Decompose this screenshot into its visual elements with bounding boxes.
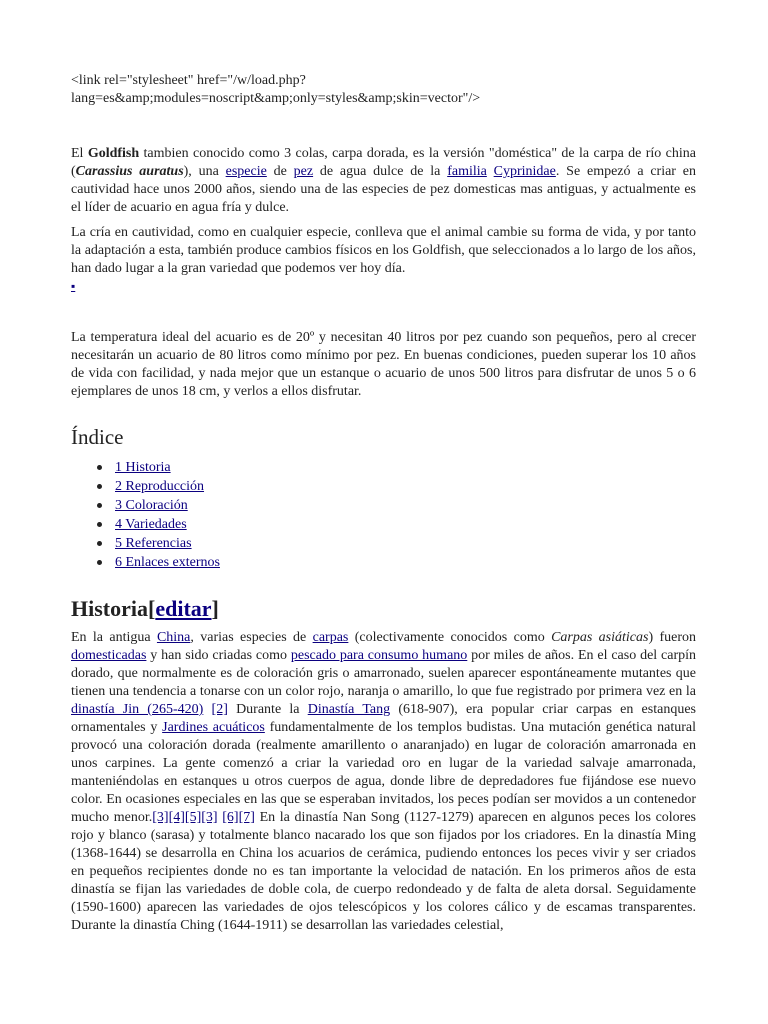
link-carpas[interactable]: carpas xyxy=(312,630,349,645)
text-run: de xyxy=(266,164,294,179)
toc-link-historia[interactable]: 1 Historia xyxy=(115,460,171,475)
bullet-icon xyxy=(97,541,102,546)
link-china[interactable]: China xyxy=(156,630,191,645)
link-dinastia-jin[interactable]: dinastía Jin (265-420) xyxy=(71,702,204,717)
text-run: ), una xyxy=(183,164,226,179)
citation-link[interactable]: [5] xyxy=(184,810,202,825)
image-placeholder-link[interactable]: ▪ xyxy=(71,279,76,293)
text-run: (618-907), era popular criar carpas en estanques ornamentales y xyxy=(71,702,696,735)
link-pez[interactable]: pez xyxy=(293,164,314,179)
text-run: En la dinastía Nan Song (1127-1279) aparecen en algunos peces los colores rojo y blanco (sarasa) y totalmente blanco nacarado los que son fijados por los criadores. En la dinastía Ming (1368-1644) se desarrolla en China los acuarios de cerámica, pudiendo entonces los peces vivir y ser criados en pequeños recipientes donde no es tan importante la velocidad de natación. En los primeros años de esta dinastía se fijan las variedades de doble cola, de cuerpo redondeado y de falta de aleta dorsal. Seguidamente (1590-1600) aparecen las variedades de ojos telescópicos y los colores cálico y de escamas transparentes. Durante la dinastía Ching (1644-1911) se desarrollan las variedades celestial, xyxy=(71,810,696,933)
toc-item xyxy=(71,496,696,515)
toc-item xyxy=(71,515,696,534)
intro-paragraph-3: La temperatura ideal del acuario es de 20º y necesitan 40 litros por pez cuando son pequeños, pero al crecer necesitarán un acuario de 80 litros como mínimo por pez. En buenas condiciones, pueden superar los 10 años de vida con facilidad, y nada mejor que un estanque o acuario de unos 500 litros para disfrutar de unos 5 o 6 ejemplares de unos 18 cm, y verlos a ellos disfrutar. xyxy=(71,330,696,399)
edit-bracket-open: [ xyxy=(148,596,156,621)
toc-link-referencias[interactable]: 5 Referencias xyxy=(115,536,192,551)
citation-link[interactable]: [4] xyxy=(168,810,185,825)
toc-item xyxy=(71,477,696,496)
italic-term: Carpas asiáticas xyxy=(551,630,649,645)
text-run: El xyxy=(71,146,88,161)
text-run: y han sido criadas como xyxy=(146,648,291,663)
text-run xyxy=(203,702,211,717)
citation-link[interactable]: [6] xyxy=(222,810,239,825)
edit-section-link[interactable]: editar xyxy=(155,596,212,621)
text-run: , varias especies de xyxy=(190,630,313,645)
toc-link-variedades[interactable]: 4 Variedades xyxy=(115,517,187,532)
historia-paragraph xyxy=(71,629,696,935)
toc-link-coloracion[interactable]: 3 Coloración xyxy=(115,498,188,513)
bullet-icon xyxy=(97,484,102,489)
text-run: tambien conocido como 3 colas, carpa dorada, es la versión "doméstica" de la carpa de río china ( xyxy=(71,146,696,179)
text-run: fundamentalmente de los templos budistas. Una mutación genética natural provocó una coloración dorada (realmente amarillento o anaranjado) en lugar de coloración amarronada en unos carpines. La gente comenzó a criar la variedad oro en lugar de la variedad salvaje amarronada, manteniéndolas en estanques u otros cuerpos de agua, donde libre de depredadores fue fijándose ese nuevo color. En ocasiones especiales en las que se esperaban invitados, los peces podían ser movidos a un contenedor mucho menor. xyxy=(71,720,696,825)
toc-item xyxy=(71,534,696,553)
text-run: ) fueron xyxy=(648,630,696,645)
citation-link[interactable]: [2] xyxy=(211,702,228,717)
bullet-icon xyxy=(97,503,102,508)
citation-link[interactable]: [3] xyxy=(201,810,218,825)
bullet-icon xyxy=(97,465,102,470)
text-run xyxy=(487,164,494,179)
goldfish-term: Goldfish xyxy=(87,146,140,161)
text-run: por miles de años. En el caso del carpín dorado, que normalmente es de coloración gris o amarronado, suelen aparecer espontáneamente mutantes que tienen una tendencia a tonarse con un color rojo, naranja o amarillo, lo que fue registrado por primera vez en la xyxy=(71,648,697,699)
toc-link-reproduccion[interactable]: 2 Reproducción xyxy=(115,479,205,494)
bullet-icon xyxy=(97,522,102,527)
heading-text: Historia xyxy=(71,596,148,621)
intro-paragraph-2: La cría en cautividad, como en cualquier especie, conlleva que el animal cambie su forma de vida, y por tanto la adaptación a esta, también produce cambios físicos en los Goldfish, que seleccionados a lo largo de los años, han dado lugar a la gran variedad que podemos ver hoy día. xyxy=(71,225,696,276)
toc-list xyxy=(71,458,696,572)
link-familia[interactable]: familia xyxy=(447,164,487,179)
toc-item xyxy=(71,458,696,477)
text-run: En la antigua xyxy=(71,630,157,645)
citation-link[interactable]: [7] xyxy=(238,810,255,825)
intro-paragraph-1 xyxy=(71,145,696,217)
toc-link-enlaces-externos[interactable]: 6 Enlaces externos xyxy=(115,555,220,570)
edit-bracket-close: ] xyxy=(211,596,219,621)
link-domesticadas[interactable]: domesticadas xyxy=(71,648,147,663)
toc-heading: Índice xyxy=(71,425,124,449)
scientific-name xyxy=(76,164,184,179)
text-run: . Se empezó a criar en cautividad hace unos 2000 años, siendo una de las especies de pez domesticas mas antiguas, y actualmente es el líder de acuario en agua fría y dulce. xyxy=(71,164,696,215)
image-placeholder-mark xyxy=(71,279,696,293)
toc-item xyxy=(71,553,696,572)
text-run: Durante la xyxy=(227,702,308,717)
citation-link[interactable]: [3] xyxy=(152,810,169,825)
bullet-icon xyxy=(97,560,102,565)
link-dinastia-tang[interactable]: Dinastía Tang xyxy=(307,702,391,717)
text-run: de agua dulce de la xyxy=(313,164,448,179)
scientific-name-italic: Carassius auratus xyxy=(75,164,184,179)
section-heading-historia xyxy=(71,594,696,624)
text-run: (colectivamente conocidos como xyxy=(348,630,552,645)
link-jardines-acuaticos[interactable]: Jardines acuáticos xyxy=(162,720,265,735)
raw-stylesheet-link-text: <link rel="stylesheet" href="/w/load.php?lang=es&amp;modules=noscript&amp;only=styles&amp;skin=vector"/> xyxy=(71,73,481,106)
link-pescado-consumo[interactable]: pescado para consumo humano xyxy=(290,648,468,663)
link-cyprinidae[interactable]: Cyprinidae xyxy=(493,164,556,179)
link-especie[interactable]: especie xyxy=(225,164,267,179)
